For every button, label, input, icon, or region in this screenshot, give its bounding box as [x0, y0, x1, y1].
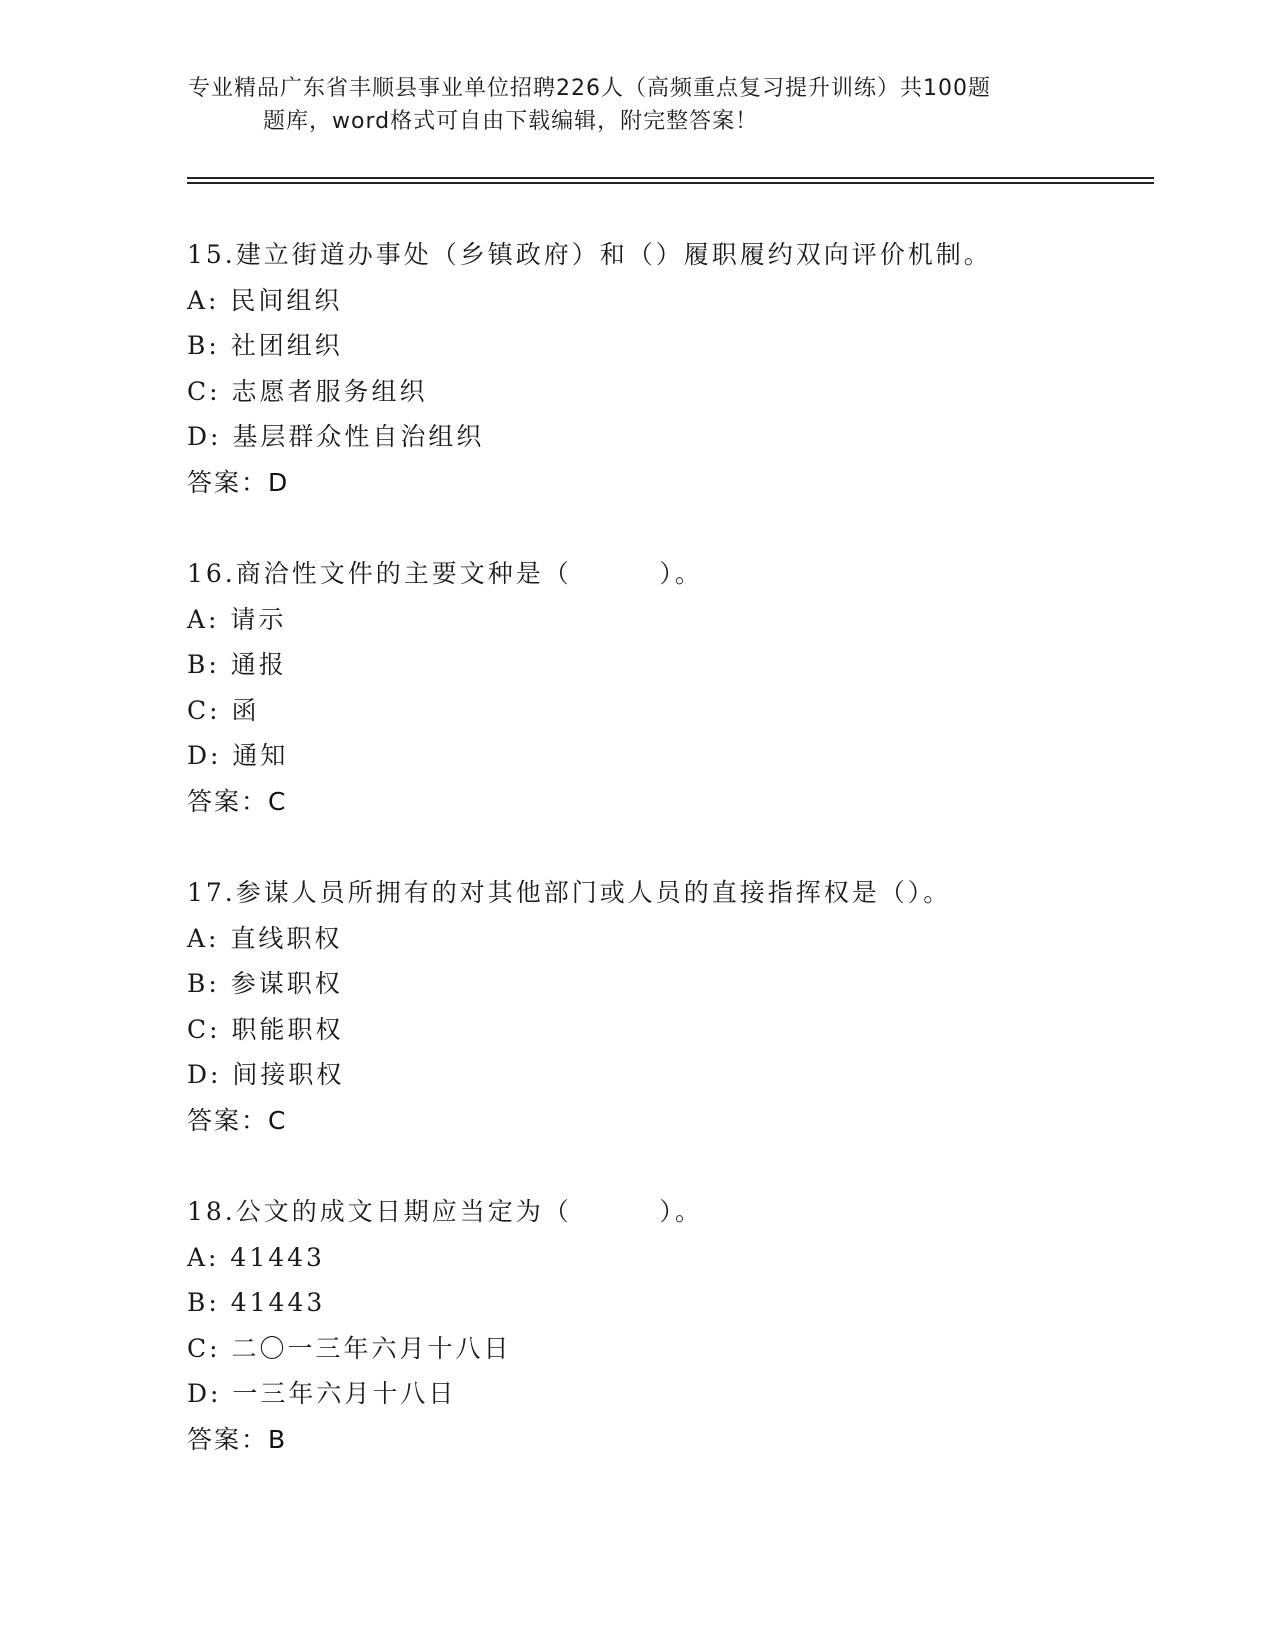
answer-line: 答案：C [187, 786, 288, 816]
option-d: D: 间接职权 [187, 1060, 345, 1089]
answer-line: 答案：C [187, 1105, 288, 1135]
option-d: D: 一三年六月十八日 [187, 1379, 457, 1408]
option-b: B: 参谋职权 [187, 969, 343, 998]
question-stem: 15.建立街道办事处（乡镇政府）和（）履职履约双向评价机制。 [187, 240, 992, 269]
document-header [188, 72, 1088, 138]
option-c: C: 二〇一三年六月十八日 [187, 1333, 512, 1363]
option-a: A: 41443 [187, 1242, 325, 1272]
question-stem: 16.商洽性文件的主要文种是（ ）。 [187, 559, 703, 588]
question-list [187, 232, 1167, 1508]
header-rule-bottom [187, 182, 1154, 184]
option-b: B: 通报 [187, 650, 287, 679]
question-15 [187, 232, 1167, 505]
answer-line: 答案：D [187, 467, 290, 497]
answer-line: 答案：B [187, 1424, 288, 1454]
option-a: A: 请示 [187, 604, 287, 634]
option-c: C: 函 [187, 695, 260, 725]
question-16 [187, 551, 1167, 824]
question-17 [187, 870, 1167, 1143]
question-stem: 17.参谋人员所拥有的对其他部门或人员的直接指挥权是（）。 [187, 878, 952, 907]
option-b: B: 41443 [187, 1288, 326, 1317]
header-rule-top [187, 177, 1154, 179]
option-a: A: 民间组织 [187, 285, 343, 315]
header-line-1: 专业精品广东省丰顺县事业单位招聘226人（高频重点复习提升训练）共100题 [188, 76, 991, 101]
option-d: D: 基层群众性自治组织 [187, 422, 485, 451]
option-c: C: 志愿者服务组织 [187, 376, 428, 406]
question-stem: 18.公文的成文日期应当定为（ ）。 [187, 1197, 703, 1226]
option-a: A: 直线职权 [187, 923, 343, 953]
question-18 [187, 1189, 1167, 1462]
option-b: B: 社团组织 [187, 331, 343, 360]
header-line-2: 题库，word格式可自由下载编辑，附完整答案！ [263, 109, 759, 134]
option-d: D: 通知 [187, 741, 289, 770]
option-c: C: 职能职权 [187, 1014, 344, 1044]
